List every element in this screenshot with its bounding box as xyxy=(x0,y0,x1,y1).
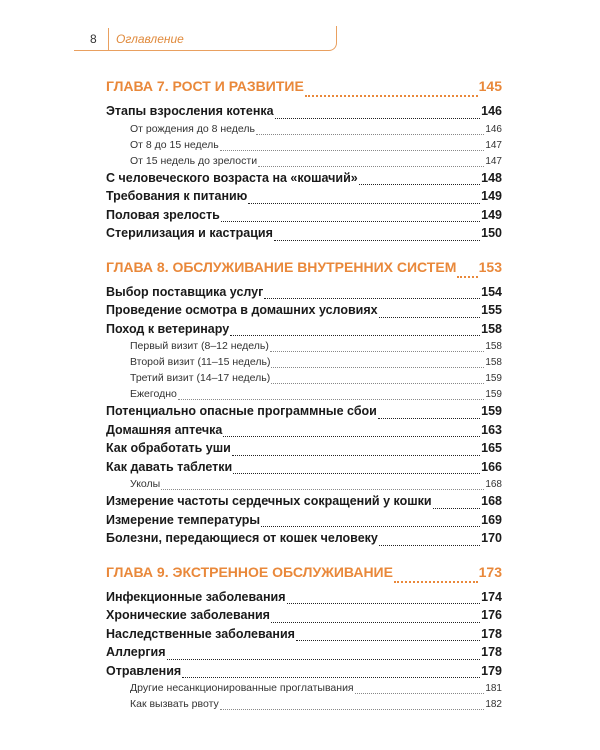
toc-entry[interactable] xyxy=(106,590,502,609)
entry-title: Этапы взросления котенка xyxy=(106,104,274,118)
chapter-page: 173 xyxy=(478,563,502,580)
entry-page: 159 xyxy=(485,373,502,384)
chapter-title: ГЛАВА 9. ЭКСТРЕННОЕ ОБСЛУЖИВАНИЕ xyxy=(106,563,393,580)
leader-dots xyxy=(220,150,485,151)
leader-dots xyxy=(378,418,480,419)
entry-page: 179 xyxy=(481,663,502,678)
entry-title: Потенциально опасные программные сбои xyxy=(106,404,377,418)
toc-subentry[interactable] xyxy=(106,356,502,372)
entry-page: 159 xyxy=(481,404,502,418)
entry-title: От 15 недель до зрелости xyxy=(130,154,258,167)
entry-title: Измерение частоты сердечных сокращений у кошки xyxy=(106,494,432,508)
leader-dots xyxy=(256,134,484,135)
chapter-title: ГЛАВА 7. РОСТ И РАЗВИТИЕ xyxy=(106,78,304,94)
leader-dots xyxy=(457,276,477,278)
chapter-title: ГЛАВА 8. ОБСЛУЖИВАНИЕ ВНУТРЕННИХ СИСТЕМ xyxy=(106,258,457,275)
toc-entry[interactable] xyxy=(106,513,502,532)
entry-page: 149 xyxy=(481,189,502,203)
entry-title: Измерение температуры xyxy=(106,512,261,527)
entry-title: Уколы xyxy=(130,478,161,490)
leader-dots xyxy=(433,508,481,509)
toc-subentry[interactable] xyxy=(106,123,502,139)
toc-entry[interactable] xyxy=(106,404,502,423)
toc-subentry[interactable] xyxy=(106,372,502,388)
toc-entry[interactable] xyxy=(106,627,502,646)
chapter-page: 153 xyxy=(478,258,502,275)
entry-page: 166 xyxy=(481,459,502,474)
entry-title: С человеческого возраста на «кошачий» xyxy=(106,170,358,185)
entry-page: 182 xyxy=(485,699,502,710)
entry-title: Отравления xyxy=(106,663,182,678)
toc-entry[interactable] xyxy=(106,423,502,442)
entry-page: 158 xyxy=(485,341,502,352)
leader-dots xyxy=(379,545,480,546)
entry-title: Стерилизация и кастрация xyxy=(106,226,273,240)
leader-dots xyxy=(232,455,480,456)
leader-dots xyxy=(233,473,480,474)
entry-page: 146 xyxy=(481,104,502,118)
toc-entry[interactable] xyxy=(106,494,502,513)
entry-title: Второй визит (11–15 недель) xyxy=(130,356,271,368)
leader-dots xyxy=(248,203,480,204)
entry-page: 147 xyxy=(485,155,502,167)
leader-dots xyxy=(305,95,478,97)
toc-entry[interactable] xyxy=(106,226,502,245)
toc-entry[interactable] xyxy=(106,104,502,123)
leader-dots xyxy=(230,335,480,336)
entry-title: Домашняя аптечка xyxy=(106,422,223,437)
toc-entry[interactable] xyxy=(106,460,502,479)
leader-dots xyxy=(258,166,484,167)
toc-subentry[interactable] xyxy=(106,682,502,698)
toc-subentry[interactable] xyxy=(106,698,502,714)
entry-page: 169 xyxy=(481,512,502,527)
entry-page: 155 xyxy=(481,303,502,317)
entry-page: 168 xyxy=(481,494,502,508)
leader-dots xyxy=(394,581,478,583)
leader-dots xyxy=(271,622,480,623)
entry-title: Третий визит (14–17 недель) xyxy=(130,372,271,384)
entry-page: 158 xyxy=(485,357,502,368)
entry-title: Хронические заболевания xyxy=(106,608,270,622)
entry-title: Ежегодно xyxy=(130,388,177,400)
header-divider xyxy=(108,28,109,50)
leader-dots xyxy=(274,240,480,241)
entry-page: 147 xyxy=(485,139,502,151)
entry-title: Поход к ветеринару xyxy=(106,321,230,336)
leader-dots xyxy=(261,526,480,527)
toc-entry[interactable] xyxy=(106,531,502,550)
toc-entry[interactable] xyxy=(106,322,502,341)
entry-page: 150 xyxy=(481,226,502,240)
entry-title: Требования к питанию xyxy=(106,189,248,203)
leader-dots xyxy=(355,693,485,694)
toc-subentry[interactable] xyxy=(106,388,502,404)
chapter-heading[interactable] xyxy=(106,564,502,586)
leader-dots xyxy=(161,489,484,490)
entry-page: 168 xyxy=(485,479,502,490)
entry-page: 178 xyxy=(481,645,502,659)
toc-subentry[interactable] xyxy=(106,340,502,356)
table-of-contents xyxy=(106,78,502,714)
leader-dots xyxy=(359,184,480,185)
leader-dots xyxy=(275,118,481,119)
entry-page: 181 xyxy=(485,683,502,694)
entry-title: Первый визит (8–12 недель) xyxy=(130,340,269,352)
leader-dots xyxy=(167,659,481,660)
leader-dots xyxy=(264,298,480,299)
toc-entry[interactable] xyxy=(106,664,502,683)
entry-page: 159 xyxy=(485,389,502,400)
toc-entry[interactable] xyxy=(106,189,502,208)
leader-dots xyxy=(287,603,481,604)
toc-subentry[interactable] xyxy=(106,478,502,494)
toc-entry[interactable] xyxy=(106,285,502,304)
entry-page: 178 xyxy=(481,626,502,641)
entry-title: Другие несанкционированные проглатывания xyxy=(130,682,354,694)
entry-page: 163 xyxy=(481,422,502,437)
entry-title: Проведение осмотра в домашних условиях xyxy=(106,303,378,317)
entry-title: Инфекционные заболевания xyxy=(106,589,286,604)
leader-dots xyxy=(182,677,480,678)
entry-title: Болезни, передающиеся от кошек человеку xyxy=(106,531,378,545)
entry-page: 146 xyxy=(485,123,502,135)
toc-entry[interactable] xyxy=(106,171,502,190)
entry-page: 148 xyxy=(481,170,502,185)
entry-title: Выбор поставщика услуг xyxy=(106,284,264,299)
entry-page: 158 xyxy=(481,321,502,336)
entry-page: 170 xyxy=(481,531,502,545)
leader-dots xyxy=(379,317,481,318)
toc-entry[interactable] xyxy=(106,303,502,322)
leader-dots xyxy=(178,399,484,400)
entry-page: 154 xyxy=(481,284,502,299)
toc-entry[interactable] xyxy=(106,208,502,227)
entry-title: От 8 до 15 недель xyxy=(130,138,219,151)
toc-entry[interactable] xyxy=(106,608,502,627)
entry-title: Наследственные заболевания xyxy=(106,626,295,641)
leader-dots xyxy=(221,221,480,222)
page-header xyxy=(74,26,337,51)
entry-page: 174 xyxy=(481,589,502,604)
page-number: 8 xyxy=(90,32,97,46)
chapter-heading[interactable] xyxy=(106,259,502,281)
leader-dots xyxy=(220,709,485,710)
toc-subentry[interactable] xyxy=(106,139,502,155)
entry-title: От рождения до 8 недель xyxy=(130,122,255,135)
entry-title: Как давать таблетки xyxy=(106,459,233,474)
leader-dots xyxy=(223,436,480,437)
chapter-heading[interactable] xyxy=(106,78,502,100)
leader-dots xyxy=(270,351,484,352)
toc-entry[interactable] xyxy=(106,645,502,664)
entry-title: Как вызвать рвоту xyxy=(130,698,219,710)
header-title: Оглавление xyxy=(116,32,184,46)
leader-dots xyxy=(271,367,484,368)
leader-dots xyxy=(296,640,480,641)
chapter-page: 145 xyxy=(478,78,502,94)
entry-title: Как обработать уши xyxy=(106,441,231,455)
entry-page: 176 xyxy=(481,608,502,622)
entry-title: Половая зрелость xyxy=(106,207,220,222)
entry-page: 149 xyxy=(481,207,502,222)
leader-dots xyxy=(271,383,484,384)
toc-entry[interactable] xyxy=(106,441,502,460)
entry-title: Аллергия xyxy=(106,645,166,659)
toc-subentry[interactable] xyxy=(106,155,502,171)
entry-page: 165 xyxy=(481,441,502,455)
